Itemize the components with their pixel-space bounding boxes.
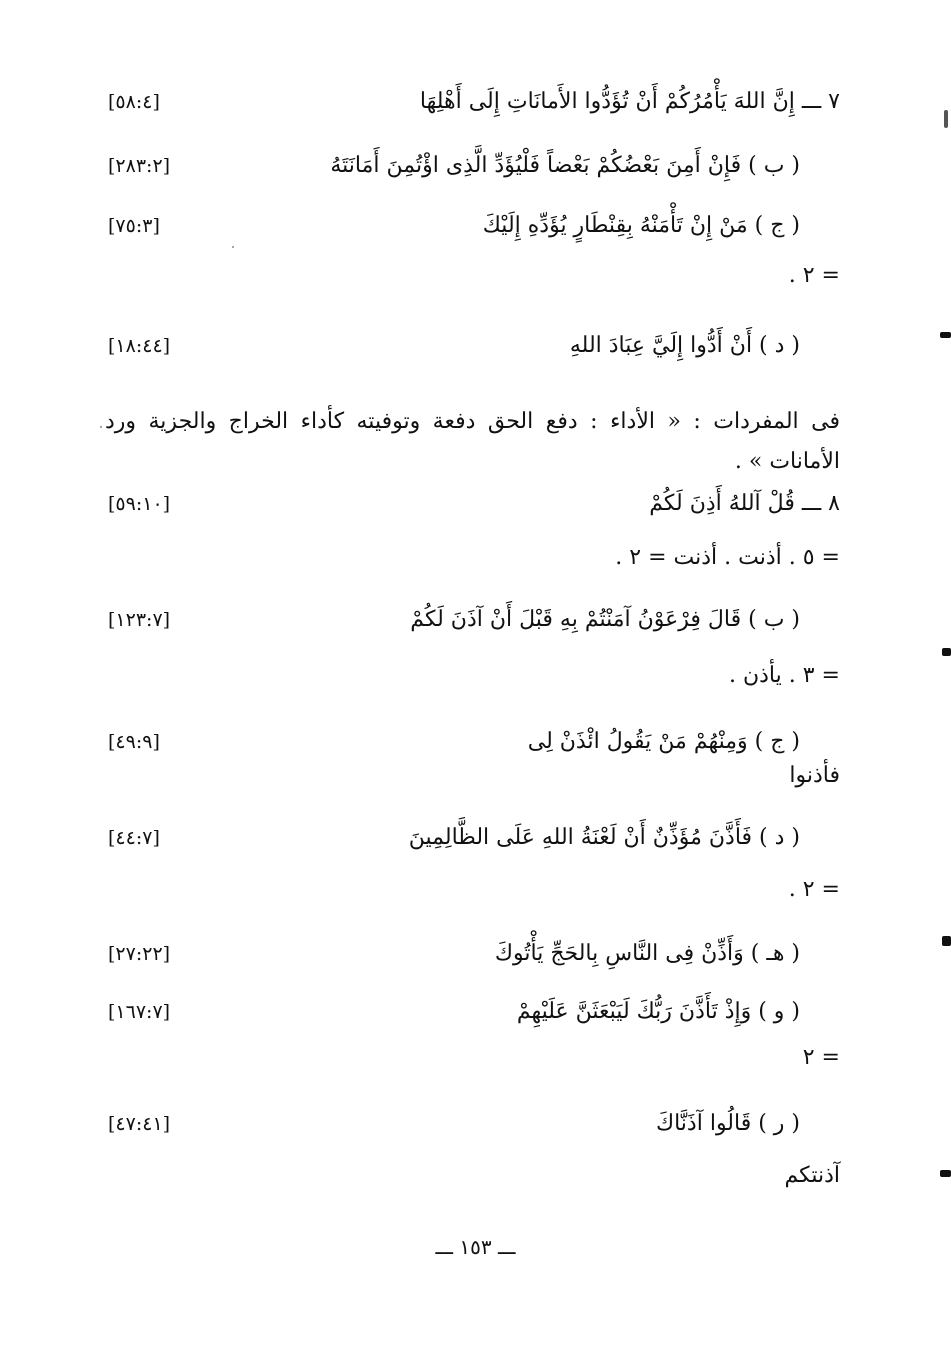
verse-text: ( د ) فَأَذَّنَ مُؤَذِّنٌ أَنْ لَعْنَةُ اللهِ عَلَى الظَّالِمِينَ xyxy=(408,825,800,850)
scan-mark xyxy=(940,332,951,338)
verse-text: ٨ ـــ قُلْ آللهُ أَذِنَ لَكُمْ xyxy=(649,491,840,516)
verse-text: ( ج ) وَمِنْهُمْ مَنْ يَقُولُ ائْذَنْ لِى xyxy=(527,729,800,754)
entry-row xyxy=(90,600,840,640)
page-number: ـــ ١٥٣ ـــ xyxy=(435,1235,516,1259)
verse-reference: [ ٧٥:٣ ] xyxy=(108,206,160,246)
entry-row xyxy=(90,146,840,186)
verse-reference: [ ١٨:٤٤ ] xyxy=(108,326,170,366)
verse-reference: [ ٤٧:٤١ ] xyxy=(108,1104,170,1144)
verse-reference: [ ٢٧:٢٢ ] xyxy=(108,934,170,974)
verse-reference: [ ٥٨:٤ ] xyxy=(108,82,160,122)
entry-row xyxy=(90,934,840,974)
scan-speck xyxy=(100,426,102,428)
entry-row xyxy=(90,538,840,578)
note-text: = ٢ . xyxy=(788,877,840,902)
verse-reference: [ ٥٩:١٠ ] xyxy=(108,484,170,524)
entry-row xyxy=(90,1156,840,1196)
verse-text: ٧ ـــ إِنَّ اللهَ يَأْمُرُكُمْ أَنْ تُؤَدُّوا الأَمانَاتِ إِلَى أَهْلِهَا xyxy=(419,89,840,114)
verse-text: ( هـ ) وَأَذِّنْ فِى النَّاسِ بِالحَجِّ يَأْتُوكَ xyxy=(494,941,800,966)
entry-row xyxy=(90,656,840,696)
verse-text: ( د ) أَنْ أَدُّوا إِلَيَّ عِبَادَ اللهِ xyxy=(569,333,800,358)
note-text: = ٥ . أذنت . أذنت = ٢ . xyxy=(615,545,840,570)
note-text: = ٣ . يأذن . xyxy=(728,663,840,688)
entry-row xyxy=(90,326,840,366)
note-text: فأذنوا xyxy=(789,763,840,788)
entry-row xyxy=(90,1038,840,1078)
scan-mark xyxy=(942,936,951,946)
verse-text: ( ج ) مَنْ إِنْ تَأْمَنْهُ بِقِنْطَارٍ يُؤَدِّهِ إِلَيْكَ xyxy=(482,213,800,238)
entry-row xyxy=(90,206,840,246)
verse-reference: [ ٢٨٣:٢ ] xyxy=(108,146,170,186)
verse-reference: [ ١٢٣:٧ ] xyxy=(108,600,170,640)
note-text: آذنتكم xyxy=(784,1163,840,1188)
verse-text: ( ب ) فَإِنْ أَمِنَ بَعْضُكُمْ بَعْضاً فَلْيُؤَدِّ الَّذِى اؤْتُمِنَ أَمَانَتَهُ xyxy=(330,153,800,178)
entry-row xyxy=(90,818,840,858)
entry-row xyxy=(90,484,840,524)
verse-text: ( و ) وَإِذْ تَأَذَّنَ رَبُّكَ لَيَبْعَثَنَّ عَلَيْهِمْ xyxy=(516,999,800,1024)
note-text: = ٢ xyxy=(802,1045,840,1070)
verse-text: ( ب ) قَالَ فِرْعَوْنُ آمَنْتُمْ بِهِ قَبْلَ أَنْ آذَنَ لَكُمْ xyxy=(410,607,800,632)
entry-row xyxy=(90,992,840,1032)
scan-mark xyxy=(940,1170,951,1177)
entry-row xyxy=(90,756,840,796)
verse-reference: [ ١٦٧:٧ ] xyxy=(108,992,170,1032)
scan-mark xyxy=(942,648,951,656)
verse-reference: [ ٤٤:٧ ] xyxy=(108,818,160,858)
verse-text: ( ر ) قَالُوا آذَنَّاكَ xyxy=(655,1111,800,1136)
entry-row xyxy=(90,1104,840,1144)
entry-row xyxy=(90,870,840,910)
entry-row xyxy=(90,82,840,122)
note-text: = ٢ . xyxy=(788,263,840,288)
mufradat-paragraph: فى المفردات : « الأداء : دفع الحق دفعة وتوفيته كأداء الخراج والجزية ورد الأمانات » . xyxy=(105,409,840,474)
verse-reference: [ ٤٩:٩ ] xyxy=(108,722,160,762)
scan-speck xyxy=(232,246,234,248)
scan-mark xyxy=(944,110,948,128)
entry-row xyxy=(90,256,840,296)
